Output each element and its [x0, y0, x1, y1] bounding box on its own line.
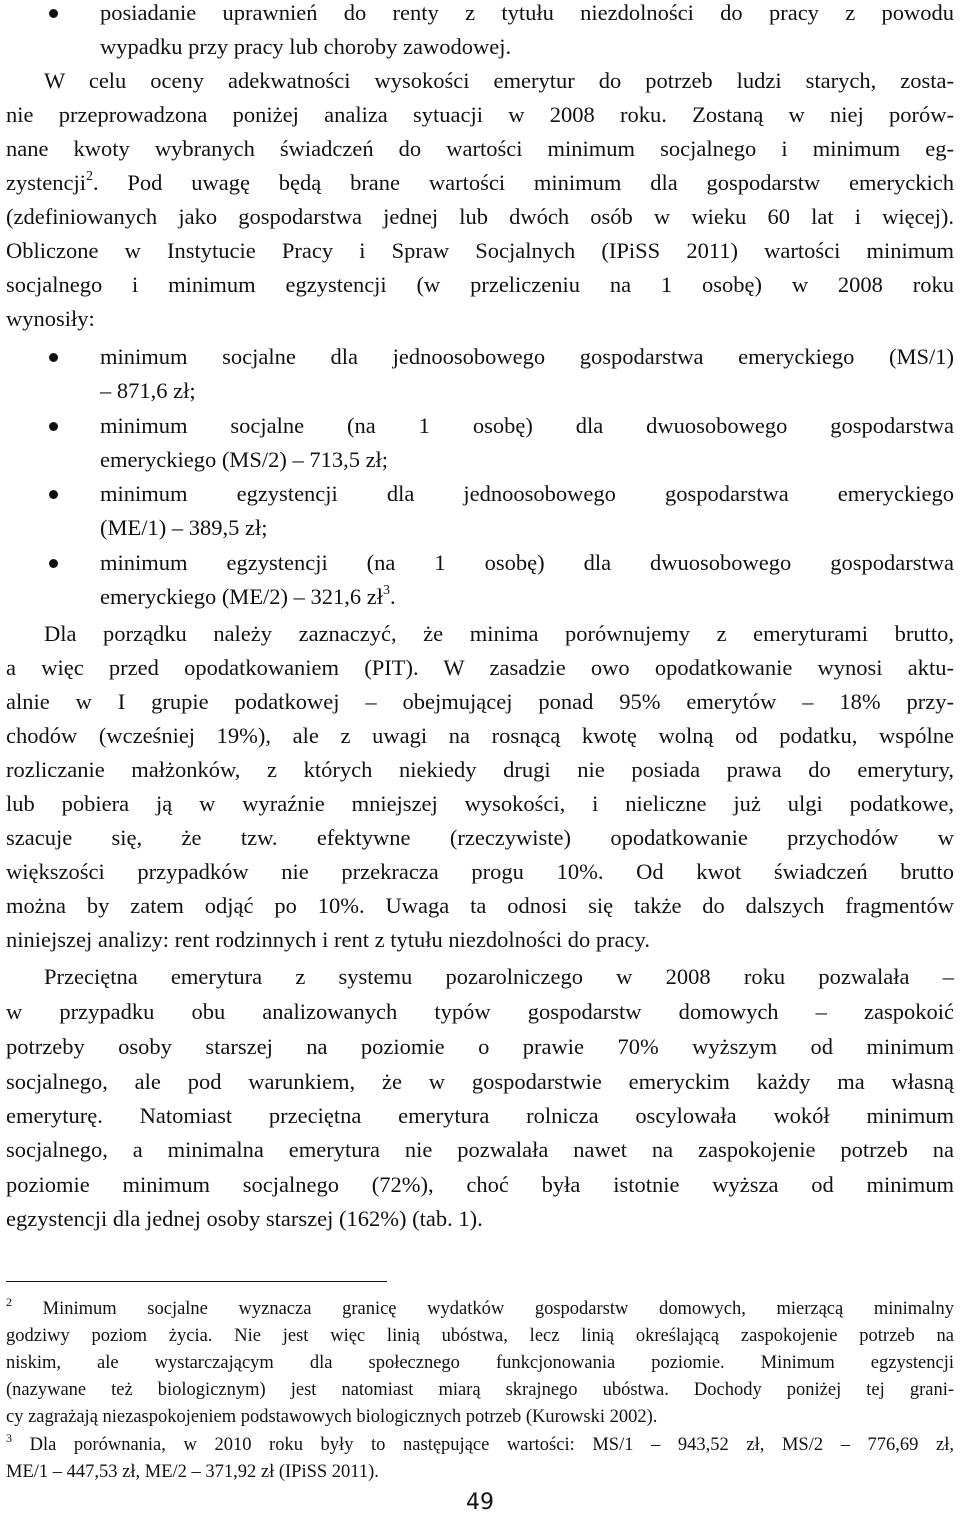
paragraph-line: W celu oceny adekwatności wysokości emerytur do potrzeb ludzi starych, zosta-	[44, 68, 954, 93]
list-item-line: emeryckiego (ME/2) – 321,6 $zł^3$.	[100, 582, 396, 609]
paragraph-line: rozliczanie małżonków, z których niekiedy drugi nie posiada prawa do emerytury,	[6, 757, 954, 782]
list-item-line: minimum socjalne (na 1 osobę) dla dwuosobowego gospodarstwa	[100, 413, 954, 438]
footnote-ref: 2	[85, 168, 93, 184]
paragraph-line: Dla porządku należy zaznaczyć, że minima porównujemy z emeryturami brutto,	[44, 621, 954, 646]
paragraph-line: w przypadku obu analizowanych typów gospodarstw domowych – zaspokoić	[6, 999, 954, 1024]
paragraph-line: Przeciętna emerytura z systemu pozarolniczego w 2008 roku pozwalała –	[44, 964, 954, 989]
list-item-line: minimum egzystencji dla jednoosobowego gospodarstwa emeryckiego	[100, 481, 954, 506]
paragraph-line: nane kwoty wybranych świadczeń do wartości minimum socjalnego i minimum eg-	[6, 136, 954, 161]
bullet-icon	[49, 490, 58, 499]
footnote-line: $^3$ Dla porównania, w 2010 roku były to następujące wartości: MS/1 – 943,52 zł, MS/2 – 776,69 zł,	[6, 1430, 955, 1455]
list-item-line: (ME/1) – 389,5 zł;	[100, 515, 268, 540]
bullet-text-line: wypadku przy pracy lub choroby zawodowej.	[100, 34, 512, 59]
footnote-line: ME/1 – 447,53 zł, ME/2 – 371,92 zł (IPiSS 2011).	[6, 1462, 379, 1482]
footnote-ref: 3	[383, 582, 391, 598]
paragraph-line: (zdefiniowanych jako gospodarstwa jednej lub dwóch osób w wieku 60 lat i więcej).	[6, 204, 954, 229]
bullet-icon	[49, 9, 58, 18]
paragraph-line: lub pobiera ją w wyraźnie mniejszej wysokości, i nieliczne już ulgi podatkowe,	[6, 791, 954, 816]
footnote-line: cy zagrażają niezaspokojeniem podstawowych biologicznych potrzeb (Kurowski 2002).	[6, 1407, 658, 1427]
paragraph-line: poziomie minimum socjalnego (72%), choć była istotnie wyższa od minimum	[6, 1172, 954, 1197]
paragraph-line: wynosiły:	[6, 306, 95, 331]
paragraph-line: emeryturę. Natomiast przeciętna emerytura rolnicza oscylowała wokół minimum	[6, 1103, 954, 1128]
paragraph-line: Obliczone w Instytucie Pracy i Spraw Socjalnych (IPiSS 2011) wartości minimum	[6, 238, 954, 263]
list-item-line: emeryckiego (MS/2) – 713,5 zł;	[100, 447, 389, 472]
footnote-line: niskim, ale wystarczającym dla społecznego funkcjonowania poziomie. Minimum egzystencji	[6, 1353, 954, 1373]
paragraph-line: można by zatem odjąć po 10%. Uwaga ta odnosi się także do dalszych fragmentów	[6, 893, 954, 918]
paragraph-line: większości przypadków nie przekracza progu 10%. Od kwot świadczeń brutto	[6, 859, 954, 884]
paragraph-line: chodów (wcześniej 19%), ale z uwagi na rosnącą kwotę wolną od podatku, wspólne	[6, 723, 954, 748]
paragraph-line: szacuje się, że tzw. efektywne (rzeczywiste) opodatkowanie przychodów w	[6, 825, 954, 850]
paragraph-line: niniejszej analizy: rent rodzinnych i rent z tytułu niezdolności do pracy.	[6, 927, 650, 952]
paragraph-line: alnie w I grupie podatkowej – obejmującej ponad 95% emerytów – 18% przy-	[6, 689, 954, 714]
footnote-line: godziwy poziom życia. Nie jest więc linią ubóstwa, lecz linią określającą zaspokojenie potrzeb na	[6, 1326, 954, 1346]
bullet-text-line: posiadanie uprawnień do renty z tytułu niezdolności do pracy z powodu	[100, 0, 954, 25]
bullet-icon	[49, 559, 58, 568]
list-item-line: – 871,6 zł;	[100, 378, 196, 403]
list-item-line: minimum egzystencji (na 1 osobę) dla dwuosobowego gospodarstwa	[100, 550, 954, 575]
paragraph-line: egzystencji dla jednej osoby starszej (162%) (tab. 1).	[6, 1206, 483, 1231]
paragraph-line: socjalnego i minimum egzystencji (w przeliczeniu na 1 osobę) w 2008 roku	[6, 272, 954, 297]
bullet-icon	[49, 422, 58, 431]
paragraph-line: zystencji$^2$. Pod uwagę będą brane wartości minimum dla gospodarstw emeryckich	[6, 168, 954, 195]
paragraph-line: potrzeby osoby starszej na poziomie o prawie 70% wyższym od minimum	[6, 1034, 954, 1059]
paragraph-line: socjalnego, a minimalna emerytura nie pozwalała nawet na zaspokojenie potrzeb na	[6, 1137, 954, 1162]
list-item-line: minimum socjalne dla jednoosobowego gospodarstwa emeryckiego (MS/1)	[100, 344, 954, 369]
paragraph-line: socjalnego, ale pod warunkiem, że w gospodarstwie emeryckim każdy ma własną	[6, 1069, 954, 1094]
paragraph-line: a więc przed opodatkowaniem (PIT). W zasadzie owo opodatkowanie wynosi aktu-	[6, 655, 954, 680]
page-number: 49	[466, 1490, 494, 1515]
paragraph-line: nie przeprowadzona poniżej analiza sytuacji w 2008 roku. Zostaną w niej porów-	[6, 102, 954, 127]
footnote-separator	[6, 1281, 387, 1282]
bullet-icon	[49, 353, 58, 362]
footnote-line: (nazywane też biologicznym) jest natomiast miarą skrajnego ubóstwa. Dochody poniżej tej grani-	[6, 1380, 954, 1400]
footnote-line: $^2$ Minimum socjalne wyznacza granicę wydatków gospodarstw domowych, mierzącą minimalny	[6, 1294, 955, 1319]
